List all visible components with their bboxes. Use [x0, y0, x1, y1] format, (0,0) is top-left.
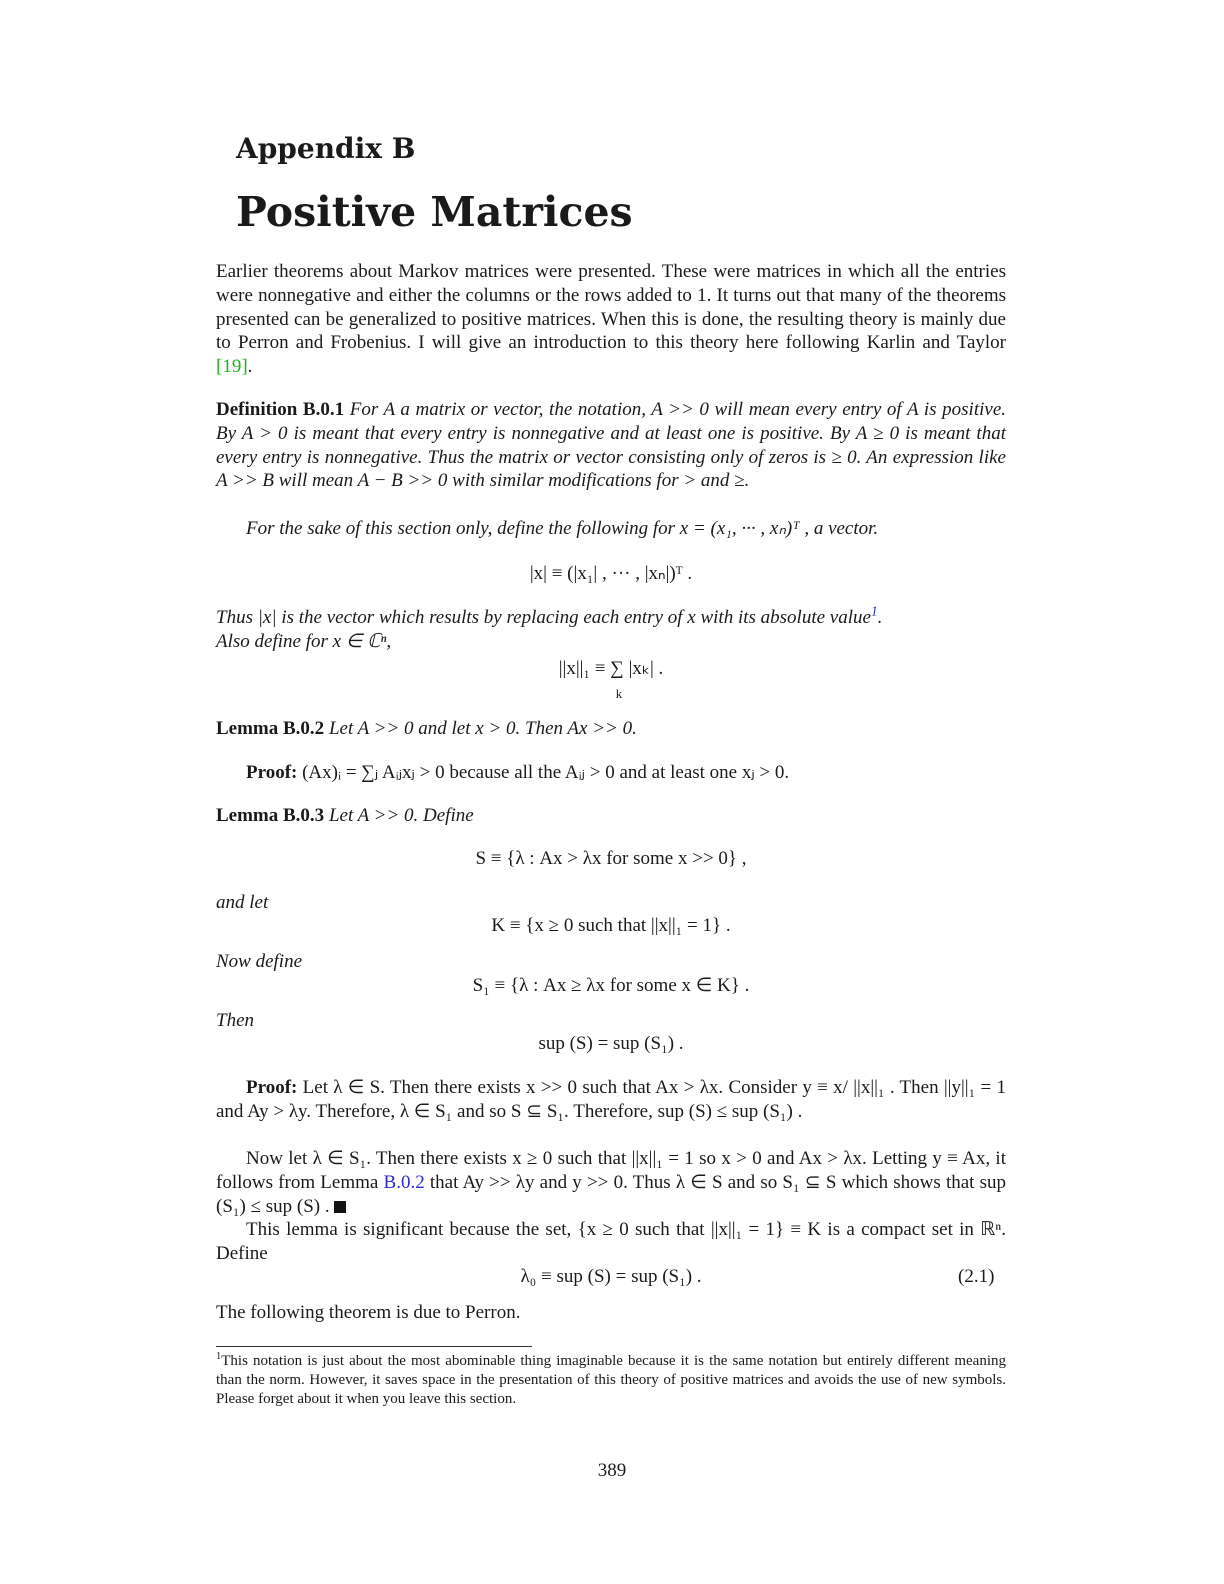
intro-paragraph [216, 260, 1006, 379]
equation-S1: S₁ ≡ {λ : Ax ≥ λx for some x ∈ K} . [472, 975, 750, 996]
footnote-link[interactable]: 1 [870, 603, 878, 619]
and-let: and let [216, 892, 269, 913]
citation-link[interactable]: [19] [216, 356, 248, 378]
chapter-label: Appendix B [236, 132, 416, 165]
equation-lambda0: λ₀ ≡ sup (S) = sup (S₁) . [520, 1266, 702, 1287]
proof-label-2: Proof: [246, 1077, 298, 1098]
proof-p1-text: Let λ ∈ S. Then there exists x >> 0 such that Ax > λx. Consider y ≡ x/ ||x||₁ . Then ||y||₁ = 1 and Ay > λy. Therefore, λ ∈ S₁ and so S ⊆ S₁. Therefore, sup (S) ≤ sup (S₁) . [216, 1077, 1006, 1122]
footnote-mark: 1 [216, 1351, 222, 1362]
lemma-b03-label: Lemma B.0.3 [216, 805, 325, 826]
after-eq-text: Thus |x| is the vector which results by replacing each entry of x with its absolute value [216, 607, 871, 628]
equation-number: (2.1) [958, 1266, 995, 1287]
definition-body: For A a matrix or vector, the notation, A >> 0 will mean every entry of A is positive. By A > 0 is meant that every entry is nonnegative and at least one is positive. By A ≥ 0 is meant that every entry is nonnegative. Thus the matrix or vector consisting only of zeros is ≥ 0. An expression like A >> B will mean A − B >> 0 with similar modifications for > and ≥. [216, 399, 1007, 492]
also-define: Also define for x ∈ ℂⁿ, [216, 630, 392, 652]
then-text: Then [216, 1010, 254, 1031]
lemma-b03-proof-p3: This lemma is significant because the set, {x ≥ 0 such that ||x||₁ = 1} ≡ K is a compact set in ℝⁿ. Define [216, 1219, 1006, 1264]
footnote-rule [216, 1346, 532, 1347]
definition-after [216, 603, 1006, 654]
equation-abs: |x| ≡ (|x₁| , ··· , |xₙ|)ᵀ . [529, 563, 693, 584]
proof-p2-b: that Ay >> λy and y >> 0. Thus λ ∈ S and so S₁ ⊆ S which shows that sup (S₁) ≤ sup (S) . [216, 1171, 1007, 1217]
equation-norm: ||x||₁ ≡ ∑ |xₖ| . [558, 658, 664, 679]
equation-sup: sup (S) = sup (S₁) . [538, 1033, 684, 1054]
page-number: 389 [597, 1460, 627, 1481]
definition-second: For the sake of this section only, define the following for x = (x₁, ··· , xₙ)ᵀ , a vector. [246, 518, 879, 539]
lemma-ref-link[interactable]: B.0.2 [383, 1171, 425, 1193]
after-eq-end: . [877, 607, 883, 628]
lemma-b02 [216, 717, 1006, 741]
lemma-b02-body: Let A >> 0 and let x > 0. Then Ax >> 0. [328, 718, 637, 739]
proof-p2-a: Now let λ ∈ S₁. Then there exists x ≥ 0 such that ||x||₁ = 1 so x > 0 and Ax > λx. Letting y ≡ Ax, it follows from Lemma [216, 1148, 1006, 1193]
equation-norm-sub: k [615, 686, 623, 701]
now-define: Now define [216, 951, 303, 972]
qed-square-icon [334, 1201, 346, 1213]
proof-label: Proof: [246, 762, 298, 783]
definition-label: Definition B.0.1 [216, 399, 345, 420]
following-text: The following theorem is due to Perron. [216, 1302, 521, 1323]
intro-end: . [247, 356, 253, 378]
equation-S: S ≡ {λ : Ax > λx for some x >> 0} , [475, 848, 747, 869]
lemma-b03-proof-p2 [216, 1147, 1006, 1218]
intro-text: Earlier theorems about Markov matrices were presented. These were matrices in which all the entries were nonnegative and either the columns or the rows added to 1. It turns out that many of the theorems presented can be generalized to positive matrices. When this is done, the resulting theory is mainly due to Perron and Frobenius. I will give an introduction to this theory here following Karlin and Taylor [216, 261, 1006, 354]
lemma-b03 [216, 804, 1006, 828]
chapter-title: Positive Matrices [236, 188, 633, 236]
footnote [216, 1352, 1006, 1409]
definition-block [216, 398, 1006, 493]
lemma-b02-proof [246, 761, 1006, 785]
lemma-b03-proof-p1 [216, 1076, 1006, 1124]
lemma-b03-body: Let A >> 0. Define [328, 805, 474, 826]
lemma-b02-label: Lemma B.0.2 [216, 718, 325, 739]
footnote-text: This notation is just about the most abominable thing imaginable because it is the same notation but entirely different meaning than the norm. However, it saves space in the presentation of this theory of positive matrices and avoids the use of new symbols. Please forget about it when you leave this section. [216, 1353, 1006, 1407]
proof-text: (Ax)ᵢ = ∑ⱼ Aᵢⱼxⱼ > 0 because all the Aᵢⱼ > 0 and at least one xⱼ > 0. [302, 762, 790, 783]
equation-K: K ≡ {x ≥ 0 such that ||x||₁ = 1} . [491, 915, 731, 936]
